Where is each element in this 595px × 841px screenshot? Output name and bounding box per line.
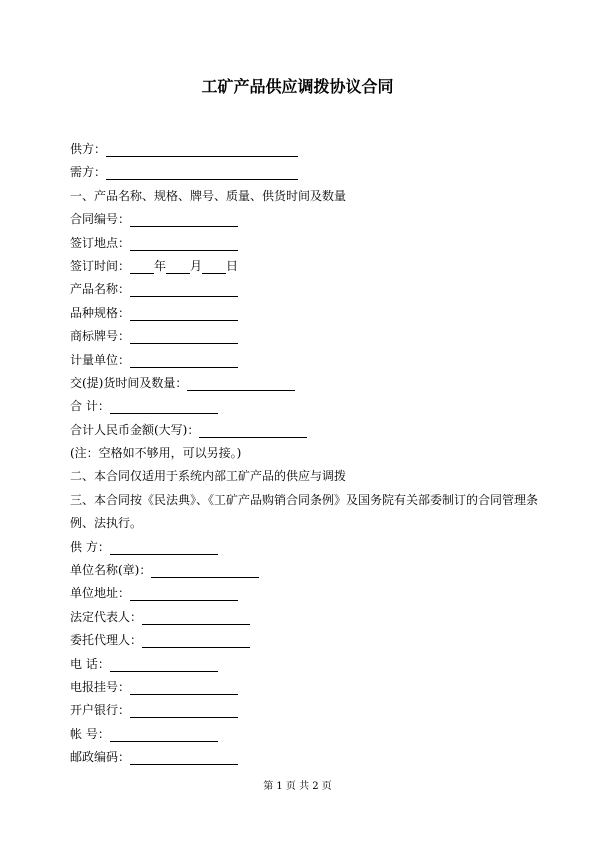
note-line: (注：空格如不够用，可以另接。) bbox=[70, 446, 242, 461]
product-name-label: 产品名称： bbox=[70, 282, 131, 297]
agent-blank[interactable] bbox=[142, 633, 250, 648]
buyer-blank[interactable] bbox=[106, 165, 298, 180]
address-label: 单位地址： bbox=[70, 586, 131, 601]
supplier-blank[interactable] bbox=[106, 142, 298, 157]
contract-no-blank[interactable] bbox=[130, 212, 238, 227]
product-name-line bbox=[70, 278, 540, 301]
total-rmb-label: 合计人民币金额(大写)： bbox=[70, 422, 200, 437]
account-label: 帐 号： bbox=[70, 726, 110, 741]
bank-label: 开户银行： bbox=[70, 703, 131, 718]
sign-time-line bbox=[70, 255, 540, 278]
buyer-label: 需方： bbox=[70, 165, 107, 180]
delivery-line bbox=[70, 372, 540, 395]
brand-line bbox=[70, 325, 540, 348]
brand-blank[interactable] bbox=[130, 329, 238, 344]
bank-line bbox=[70, 699, 540, 722]
postcode-label: 邮政编码： bbox=[70, 750, 131, 765]
phone-line bbox=[70, 653, 540, 676]
postcode-blank[interactable] bbox=[130, 750, 238, 765]
legal-rep-blank[interactable] bbox=[142, 610, 250, 625]
unit-blank[interactable] bbox=[130, 353, 238, 368]
telegraph-label: 电报挂号： bbox=[70, 680, 131, 695]
phone-blank[interactable] bbox=[110, 657, 218, 672]
page-footer: 第 1 页 共 2 页 bbox=[263, 781, 332, 792]
address-line bbox=[70, 582, 540, 605]
address-blank[interactable] bbox=[130, 586, 238, 601]
document-title: 工矿产品供应调拨协议合同 bbox=[201, 77, 394, 96]
spec-label: 品种规格： bbox=[70, 305, 131, 320]
supplier2-blank[interactable] bbox=[110, 540, 218, 555]
delivery-blank[interactable] bbox=[187, 376, 295, 391]
unit-line bbox=[70, 349, 540, 372]
agent-label: 委托代理人： bbox=[70, 633, 143, 648]
sign-place-line bbox=[70, 232, 540, 255]
sign-place-blank[interactable] bbox=[130, 236, 238, 251]
unit-label: 计量单位： bbox=[70, 352, 131, 367]
supplier2-line bbox=[70, 536, 540, 559]
spec-blank[interactable] bbox=[130, 306, 238, 321]
section3-heading: 三、本合同按《民法典》、《工矿产品购销合同条例》及国务院有关部委制订的合同管理条例、法执行。 bbox=[70, 492, 539, 531]
sign-time-label: 签订时间： bbox=[70, 258, 131, 273]
brand-label: 商标牌号： bbox=[70, 329, 131, 344]
bank-blank[interactable] bbox=[130, 703, 238, 718]
month-label: 月 bbox=[190, 258, 203, 273]
year-blank[interactable] bbox=[130, 259, 154, 274]
total-label: 合 计： bbox=[70, 399, 110, 414]
contract-no-label: 合同编号： bbox=[70, 212, 131, 227]
supplier2-label: 供 方： bbox=[70, 539, 110, 554]
account-blank[interactable] bbox=[110, 727, 218, 742]
telegraph-blank[interactable] bbox=[130, 680, 238, 695]
total-blank[interactable] bbox=[110, 399, 218, 414]
legal-rep-label: 法定代表人： bbox=[70, 609, 143, 624]
day-blank[interactable] bbox=[202, 259, 226, 274]
org-name-blank[interactable] bbox=[151, 563, 259, 578]
contract-no-line bbox=[70, 208, 540, 231]
postcode-line bbox=[70, 746, 540, 769]
document-body bbox=[70, 138, 540, 770]
supplier-label: 供方： bbox=[70, 142, 107, 156]
sign-place-label: 签订地点： bbox=[70, 235, 131, 250]
org-name-line bbox=[70, 559, 540, 582]
spec-line bbox=[70, 302, 540, 325]
total-rmb-blank[interactable] bbox=[199, 423, 307, 438]
telegraph-line bbox=[70, 676, 540, 699]
legal-rep-line bbox=[70, 606, 540, 629]
product-name-blank[interactable] bbox=[130, 282, 238, 297]
section1-heading: 一、产品名称、规格、牌号、质量、供货时间及数量 bbox=[70, 188, 347, 203]
agent-line bbox=[70, 629, 540, 652]
buyer-line bbox=[70, 161, 540, 184]
phone-label: 电 话： bbox=[70, 656, 110, 671]
delivery-label: 交(提)货时间及数量： bbox=[70, 375, 188, 390]
year-label: 年 bbox=[154, 258, 167, 273]
supplier-line bbox=[70, 138, 540, 161]
section2-heading: 二、本合同仅适用于系统内部工矿产品的供应与调拨 bbox=[70, 469, 347, 484]
month-blank[interactable] bbox=[166, 259, 190, 274]
total-rmb-line bbox=[70, 419, 540, 442]
day-label: 日 bbox=[226, 258, 239, 273]
org-name-label: 单位名称(章)： bbox=[70, 563, 152, 578]
account-line bbox=[70, 723, 540, 746]
total-line bbox=[70, 395, 540, 418]
